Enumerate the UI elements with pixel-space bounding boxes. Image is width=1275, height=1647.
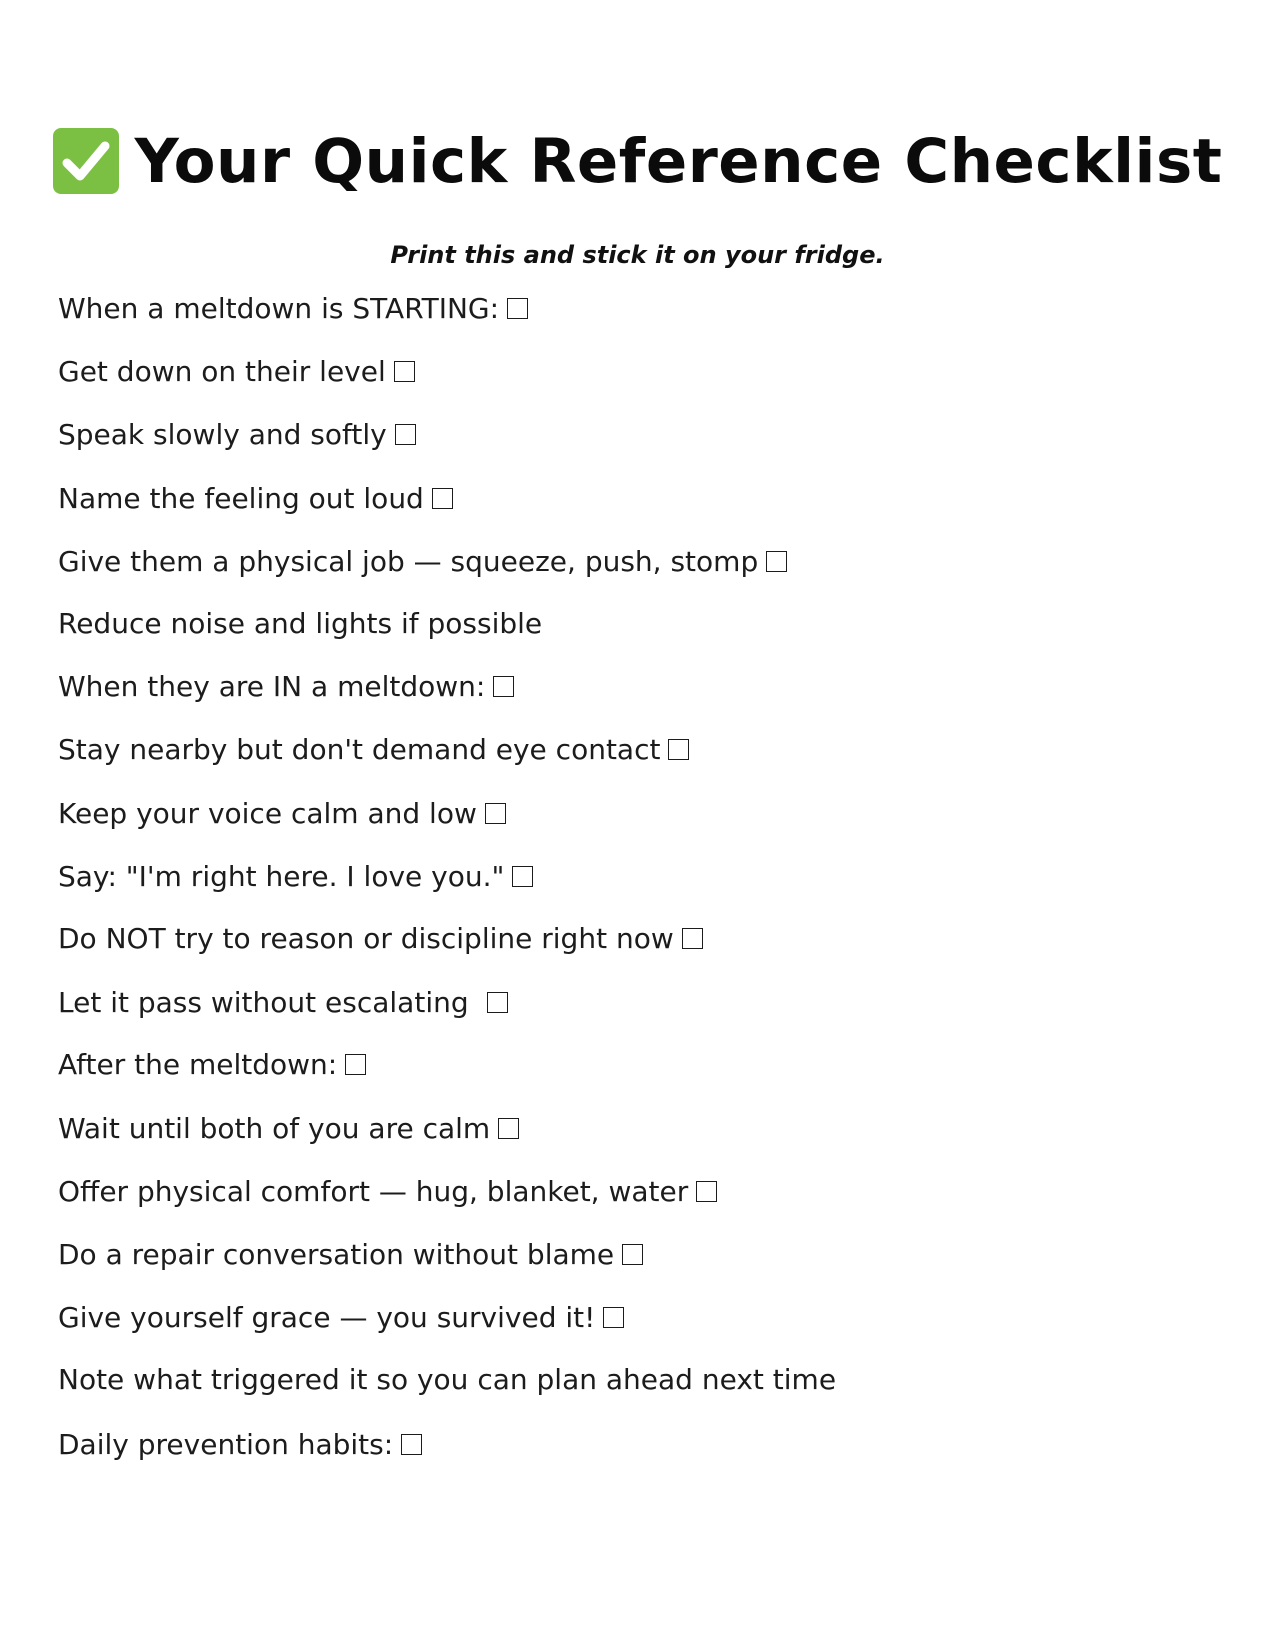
list-item bbox=[58, 922, 703, 955]
list-item bbox=[58, 418, 416, 451]
checkbox[interactable] bbox=[395, 424, 416, 445]
checkbox[interactable] bbox=[401, 1434, 422, 1455]
checkbox[interactable] bbox=[345, 1054, 366, 1075]
list-item bbox=[58, 482, 453, 515]
item-text: Speak slowly and softly bbox=[58, 418, 387, 451]
item-text: Reduce noise and lights if possible bbox=[58, 607, 543, 640]
checkbox[interactable] bbox=[493, 676, 514, 697]
item-text: Give yourself grace — you survived it! bbox=[58, 1301, 596, 1334]
item-text: Give them a physical job — squeeze, push, stomp bbox=[58, 545, 759, 578]
checkbox[interactable] bbox=[394, 361, 415, 382]
checkbox[interactable] bbox=[622, 1244, 643, 1265]
list-item bbox=[58, 545, 787, 578]
checkbox[interactable] bbox=[603, 1307, 624, 1328]
item-text: Do a repair conversation without blame bbox=[58, 1238, 615, 1271]
item-text: Offer physical comfort — hug, blanket, water bbox=[58, 1175, 689, 1208]
checkbox[interactable] bbox=[682, 928, 703, 949]
list-item bbox=[58, 1112, 519, 1145]
item-text: Get down on their level bbox=[58, 355, 386, 388]
list-item bbox=[58, 733, 689, 766]
list-item bbox=[58, 1048, 366, 1081]
checkbox[interactable] bbox=[485, 803, 506, 824]
list-item bbox=[58, 1238, 643, 1271]
checkbox[interactable] bbox=[512, 866, 533, 887]
list-item bbox=[58, 1363, 837, 1396]
check-mark-button-icon bbox=[53, 128, 119, 194]
list-item bbox=[58, 797, 506, 830]
checkbox[interactable] bbox=[498, 1118, 519, 1139]
checkbox[interactable] bbox=[487, 992, 508, 1013]
item-text: When they are IN a meltdown: bbox=[58, 670, 486, 703]
checkbox[interactable] bbox=[668, 739, 689, 760]
item-text: Name the feeling out loud bbox=[58, 482, 424, 515]
item-text: Keep your voice calm and low bbox=[58, 797, 477, 830]
item-text: Let it pass without escalating bbox=[58, 986, 469, 1019]
item-text: Wait until both of you are calm bbox=[58, 1112, 491, 1145]
item-text: Say: "I'm right here. I love you." bbox=[58, 860, 505, 893]
checkbox[interactable] bbox=[432, 488, 453, 509]
item-text: Do NOT try to reason or discipline right now bbox=[58, 922, 674, 955]
list-item bbox=[58, 860, 533, 893]
list-item bbox=[58, 355, 415, 388]
list-item bbox=[58, 1428, 422, 1461]
list-item bbox=[58, 292, 528, 325]
item-text: After the meltdown: bbox=[58, 1048, 338, 1081]
page-subtitle: Print this and stick it on your fridge. bbox=[390, 241, 885, 269]
list-item bbox=[58, 607, 543, 640]
list-item bbox=[58, 1301, 624, 1334]
checkbox[interactable] bbox=[696, 1181, 717, 1202]
checkbox[interactable] bbox=[507, 298, 528, 319]
title-row bbox=[0, 125, 1275, 197]
item-text: Note what triggered it so you can plan ahead next time bbox=[58, 1363, 837, 1396]
list-item bbox=[58, 670, 514, 703]
item-text: Daily prevention habits: bbox=[58, 1428, 394, 1461]
list-item bbox=[58, 986, 508, 1019]
checkbox[interactable] bbox=[766, 551, 787, 572]
item-text: Stay nearby but don't demand eye contact bbox=[58, 733, 661, 766]
list-item bbox=[58, 1175, 717, 1208]
item-text: When a meltdown is STARTING: bbox=[58, 292, 500, 325]
page-title: Your Quick Reference Checklist bbox=[134, 125, 1223, 197]
